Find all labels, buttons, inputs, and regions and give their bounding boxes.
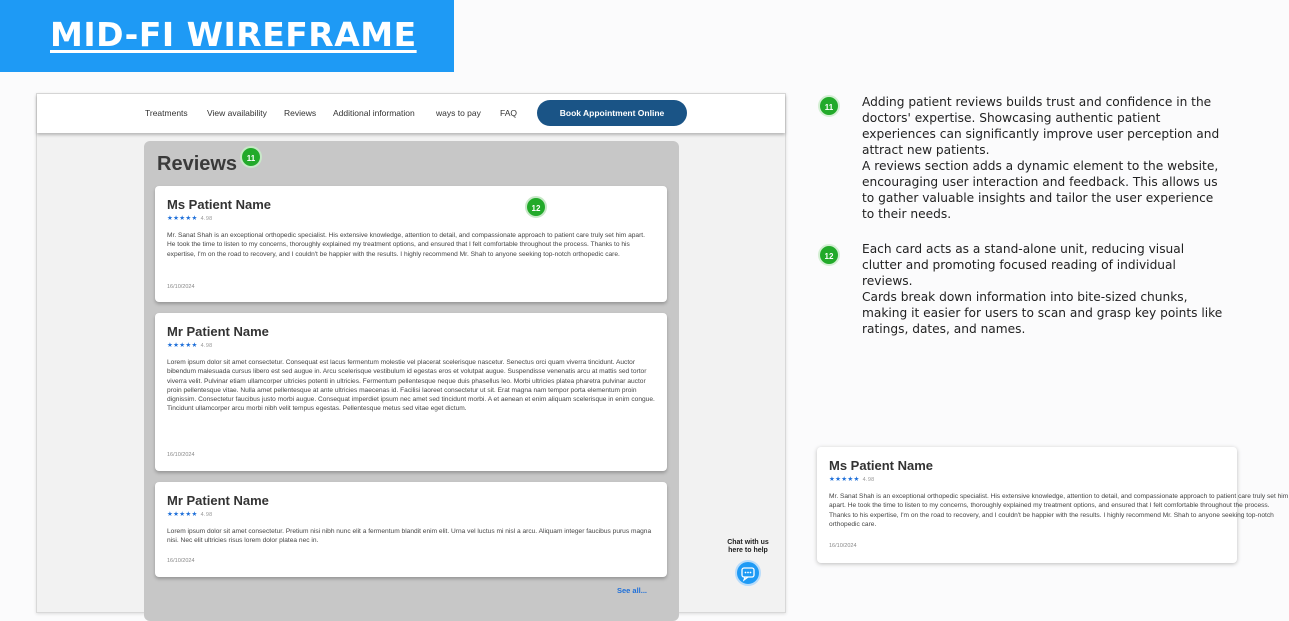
review-text: Lorem ipsum dolor sit amet consectetur. Pretium nisi nibh nunc elit a fermentum blandit enim elit. Urna vel luctus mi nisl a arcu. Aliquam integer faucibus purus magna nisi. Nec elit ultricies risus lorem dolor platea nec in. (167, 528, 652, 545)
reviews-title: Reviews (157, 153, 238, 175)
annotation-note-12 (862, 241, 1227, 337)
banner-title: MID-FI WIREFRAME (50, 15, 417, 54)
reviewer-name: Ms Patient Name (167, 197, 272, 212)
review-text: Mr. Sanat Shah is an exceptional orthopedic specialist. His extensive knowledge, attention to detail, and compassionate approach to patient care truly set him apart. He took the time to listen to my concerns, thoroughly explained my treatment options, and ensured that I felt comfortable throughout the process. Thanks to his expertise, I'm on the road to recovery, and I couldn't be happier with the results. I highly recommend Mr. Shah to anyone seeking top-notch orthopedic care. (167, 232, 645, 258)
review-date: 16/10/2024 (167, 558, 195, 564)
annotation-note-11 (862, 94, 1227, 222)
annotation-badge-12: 12 (525, 196, 547, 218)
nav-item-reviews[interactable]: Reviews (284, 108, 317, 118)
reviews-panel (144, 141, 679, 621)
chat-label (720, 539, 776, 555)
review-card (155, 186, 667, 302)
review-card-example (817, 447, 1289, 563)
nav-item-faq[interactable]: FAQ (500, 108, 518, 118)
review-date: 16/10/2024 (167, 452, 195, 458)
see-all-link[interactable]: See all... (617, 586, 648, 595)
chat-button[interactable] (735, 560, 761, 586)
book-appointment-button[interactable]: Book Appointment Online (537, 100, 687, 126)
rating-value: 4.98 (200, 343, 213, 349)
reviewer-name: Ms Patient Name (829, 458, 934, 473)
note-paragraph: Each card acts as a stand-alone unit, reducing visual clutter and promoting focused reading of individual reviews. (862, 242, 1185, 288)
nav-item-treatments[interactable]: Treatments (145, 108, 188, 118)
review-date: 16/10/2024 (829, 543, 857, 549)
chat-label-line1: Chat with us (727, 539, 769, 546)
star-rating-icon: ★★★★★ 4.98 (167, 511, 213, 518)
review-text: Mr. Sanat Shah is an exceptional orthopedic specialist. His extensive knowledge, attention to detail, and compassionate approach to patient care truly set him apart. He took the time to listen to my concerns, thoroughly explained my treatment options, and ensured that I felt comfortable throughout the process. Thanks to his expertise, I'm on the road to recovery, and I couldn't be happier with the results. I highly recommend Mr. Shah to anyone seeking top-notch orthopedic care. (829, 493, 1289, 528)
chat-label-line2: here to help (728, 547, 768, 554)
nav-item-additional-information[interactable]: Additional information (333, 108, 415, 118)
star-rating-icon: ★★★★★ 4.98 (167, 215, 213, 222)
review-text: Lorem ipsum dolor sit amet consectetur. Consequat est lacus fermentum molestie vel placerat scelerisque nascetur. Senectus orci quam viverra tincidunt. Auctor bibendum malesuada cursus libero est sed augue in. Arcu scelerisque vestibulum id egestas eros et volutpat augue. Suspendisse venenatis arcu at mattis sed tortor viverra velit. Pulvinar etiam ullamcorper ultricies potenti in ultricies. Fermentum pellentesque neque duis phasellus leo. Morbi ultricies platea pharetra pulvinar auctor proin pellentesque vitae. Nulla amet pellentesque at ante ultricies maecenas id. Facilisi laoreet consectetur ut sit. Erat magna nam tempor porta elementum proin dignissim. Consectetur faucibus justo morbi augue. Consequat imperdiet ipsum nec amet sed tincidunt morbi. A et aenean et enim aliquam scelerisque in enim congue. Tincidunt ullamcorper arcu morbi nibh velit tempus egestas. Pellentesque metus sed vitae eget dictum. (167, 359, 655, 413)
wireframe-page (36, 93, 786, 613)
star-rating-icon: ★★★★★ 4.98 (829, 476, 875, 483)
note-paragraph: A reviews section adds a dynamic element to the website, encouraging user interaction and feedback. This allows us to gather valuable insights and tailor the user experience to their needs. (862, 159, 1219, 221)
chat-bubble-icon (737, 562, 759, 584)
rating-value: 4.98 (862, 477, 875, 483)
note-paragraph: Cards break down information into bite-sized chunks, making it easier for users to scan and grasp key points like ratings, dates, and names. (862, 290, 1223, 336)
annotation-badge-11: 11 (818, 95, 840, 117)
rating-value: 4.98 (200, 216, 213, 222)
rating-value: 4.98 (200, 512, 213, 518)
header-banner (0, 0, 454, 72)
annotation-badge-12: 12 (818, 244, 840, 266)
note-paragraph: Adding patient reviews builds trust and confidence in the doctors' expertise. Showcasing authentic patient experiences can significantly improve user perception and attract new patients. (862, 95, 1220, 157)
top-nav (37, 94, 785, 133)
reviewer-name: Mr Patient Name (167, 493, 269, 508)
review-date: 16/10/2024 (167, 284, 195, 290)
star-rating-icon: ★★★★★ 4.98 (167, 342, 213, 349)
reviewer-name: Mr Patient Name (167, 324, 269, 339)
review-card (155, 482, 667, 577)
review-card (155, 313, 667, 471)
nav-item-ways-to-pay[interactable]: ways to pay (436, 108, 481, 118)
annotation-badge-11: 11 (240, 146, 262, 168)
nav-item-view-availability[interactable]: View availability (207, 108, 267, 118)
